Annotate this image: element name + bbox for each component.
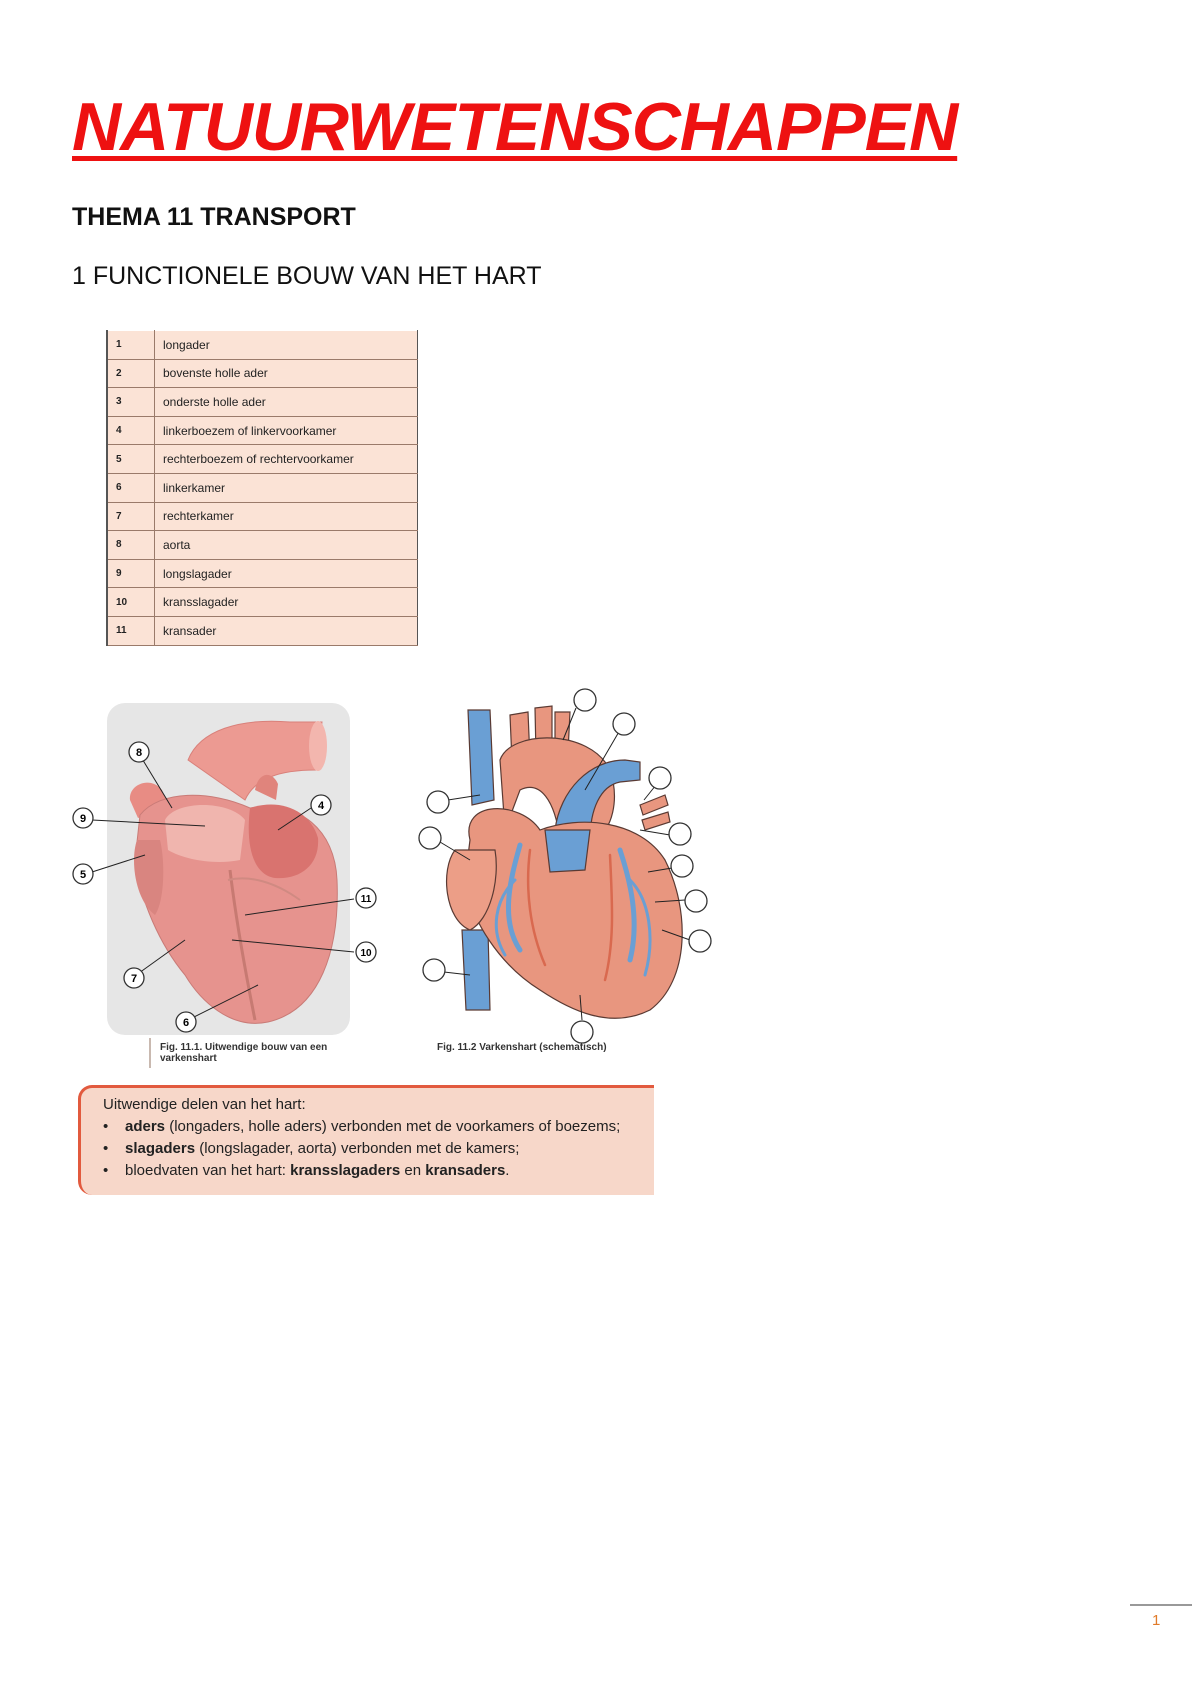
legend-term: kransslagader bbox=[155, 588, 418, 617]
theme-heading: THEMA 11 TRANSPORT bbox=[72, 203, 356, 231]
legend-term: longslagader bbox=[155, 559, 418, 588]
svg-text:8: 8 bbox=[135, 747, 143, 759]
item-text: en bbox=[400, 1162, 426, 1179]
svg-text:4: 4 bbox=[317, 800, 325, 812]
term-aders: aders bbox=[125, 1118, 166, 1135]
marker-4 bbox=[311, 795, 331, 815]
marker-11 bbox=[356, 888, 376, 908]
blank-marker bbox=[613, 713, 635, 735]
legend-number: 3 bbox=[107, 388, 155, 417]
summary-list bbox=[103, 1116, 654, 1182]
marker-6 bbox=[176, 1012, 196, 1032]
page-title: NATUURWETENSCHAPPEN bbox=[72, 89, 958, 165]
svg-text:10: 10 bbox=[360, 948, 372, 959]
figure-1-caption: Fig. 11.1. Uitwendige bouw van een varkenshart bbox=[160, 1042, 328, 1064]
marker-8 bbox=[129, 742, 149, 762]
blank-marker bbox=[574, 689, 596, 711]
term-kransslagaders: kransslagaders bbox=[290, 1162, 401, 1179]
legend-number: 10 bbox=[107, 588, 155, 617]
marker-5 bbox=[73, 864, 93, 884]
footer-rule bbox=[1130, 1604, 1192, 1606]
legend-number: 6 bbox=[107, 473, 155, 502]
legend-term: linkerkamer bbox=[155, 473, 418, 502]
list-item bbox=[103, 1116, 654, 1138]
marker-7 bbox=[124, 968, 144, 988]
blank-marker bbox=[649, 767, 671, 789]
blank-marker bbox=[427, 791, 449, 813]
legend-number: 2 bbox=[107, 359, 155, 388]
blank-marker bbox=[423, 959, 445, 981]
legend-term: rechterkamer bbox=[155, 502, 418, 531]
legend-term: bovenste holle ader bbox=[155, 359, 418, 388]
item-text: . bbox=[505, 1162, 510, 1179]
legend-term: rechterboezem of rechtervoorkamer bbox=[155, 445, 418, 474]
blank-marker bbox=[689, 930, 711, 952]
legend-number: 1 bbox=[107, 331, 155, 360]
legend-term: longader bbox=[155, 331, 418, 360]
legend-term: onderste holle ader bbox=[155, 388, 418, 417]
blank-marker bbox=[669, 823, 691, 845]
page-number: 1 bbox=[1152, 1612, 1161, 1629]
legend-term: kransader bbox=[155, 616, 418, 645]
section-heading: 1 FUNCTIONELE BOUW VAN HET HART bbox=[72, 262, 542, 290]
heart-photo-illustration bbox=[130, 721, 337, 1023]
svg-text:9: 9 bbox=[79, 813, 87, 825]
svg-text:6: 6 bbox=[182, 1017, 190, 1029]
svg-text:5: 5 bbox=[79, 869, 87, 881]
caption-divider bbox=[149, 1038, 151, 1068]
term-kransaders: kransaders bbox=[425, 1162, 506, 1179]
legend-number: 8 bbox=[107, 531, 155, 560]
svg-text:11: 11 bbox=[360, 894, 372, 905]
blank-marker bbox=[571, 1021, 593, 1043]
marker-9 bbox=[73, 808, 93, 828]
legend-term: linkerboezem of linkervoorkamer bbox=[155, 416, 418, 445]
term-slagaders: slagaders bbox=[125, 1140, 196, 1157]
blank-marker bbox=[685, 890, 707, 912]
marker-10 bbox=[356, 942, 376, 962]
summary-heading: Uitwendige delen van het hart: bbox=[103, 1096, 306, 1113]
legend-number: 7 bbox=[107, 502, 155, 531]
summary-box bbox=[78, 1085, 654, 1195]
item-text: (longslagader, aorta) verbonden met de kamers; bbox=[195, 1140, 520, 1157]
item-text: (longaders, holle aders) verbonden met de voorkamers of boezems; bbox=[165, 1118, 621, 1135]
list-item bbox=[103, 1138, 654, 1160]
item-text: bloedvaten van het hart: bbox=[125, 1162, 291, 1179]
list-item bbox=[103, 1160, 654, 1182]
svg-text:7: 7 bbox=[130, 973, 138, 985]
legend-number: 5 bbox=[107, 445, 155, 474]
legend-term: aorta bbox=[155, 531, 418, 560]
blank-marker bbox=[419, 827, 441, 849]
figure-2-caption: Fig. 11.2 Varkenshart (schematisch) bbox=[437, 1042, 607, 1053]
legend-number: 9 bbox=[107, 559, 155, 588]
blank-marker bbox=[671, 855, 693, 877]
legend-number: 4 bbox=[107, 416, 155, 445]
legend-number: 11 bbox=[107, 616, 155, 645]
